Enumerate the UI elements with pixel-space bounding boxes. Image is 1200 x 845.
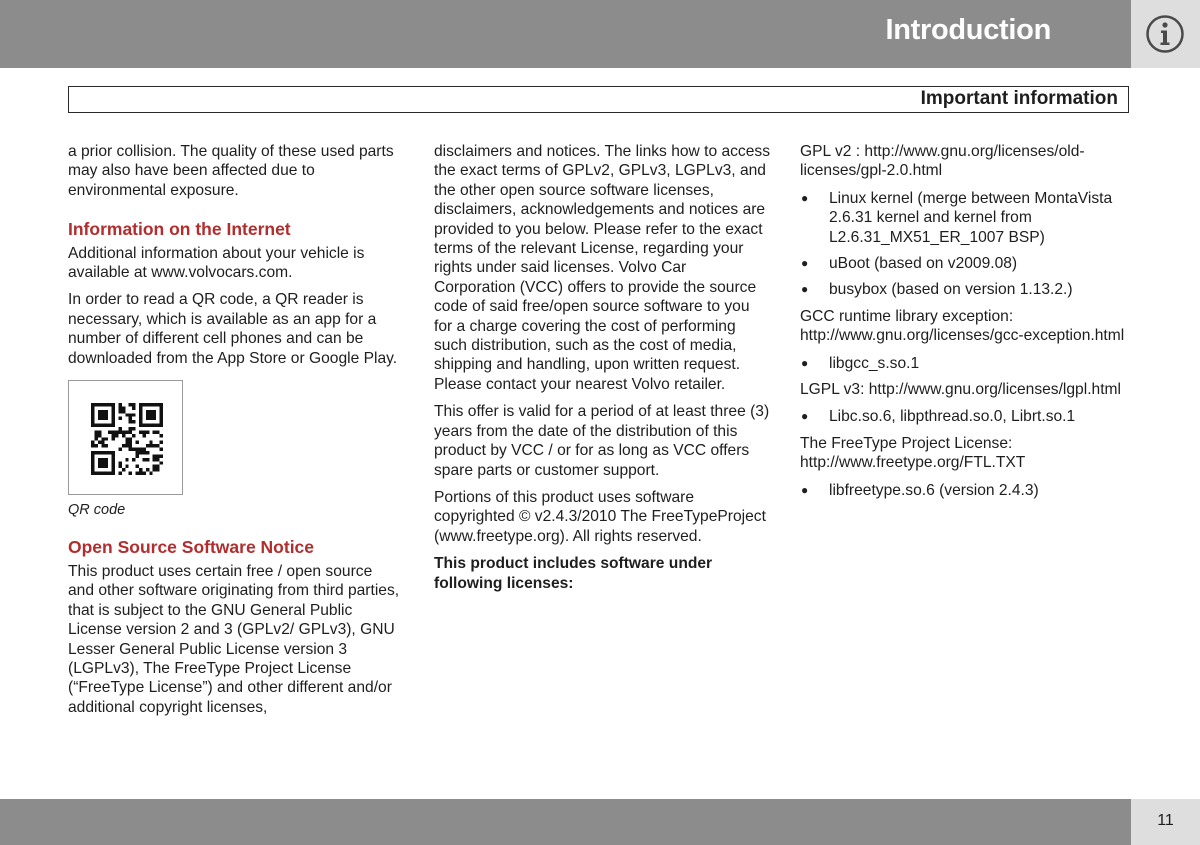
qr-module: [132, 458, 135, 461]
qr-module: [105, 472, 108, 475]
qr-module: [153, 444, 156, 447]
list-item: ● Linux kernel (merge between MontaVista 2.6.31 kernel and kernel from L2.6.31_MX51_ER_1007 BSP): [800, 189, 1130, 247]
qr-module: [112, 468, 115, 471]
qr-module: [112, 454, 115, 457]
qr-module: [139, 420, 142, 423]
qr-module: [136, 454, 139, 457]
qr-module: [125, 458, 128, 461]
qr-module: [94, 451, 97, 454]
page-number-box: [1131, 799, 1200, 845]
qr-module: [139, 424, 142, 427]
qr-module: [156, 458, 159, 461]
qr-module: [129, 403, 132, 406]
qr-module: [94, 472, 97, 475]
qr-module: [129, 420, 132, 423]
lgpl-list: [800, 407, 1130, 426]
heading-internet: Information on the Internet: [68, 219, 291, 240]
qr-module: [105, 413, 108, 416]
qr-module: [153, 413, 156, 416]
qr-module: [98, 413, 101, 416]
qr-module: [98, 417, 101, 420]
qr-module: [136, 472, 139, 475]
qr-module: [98, 451, 101, 454]
qr-module: [108, 472, 111, 475]
qr-module: [101, 472, 104, 475]
qr-module: [149, 424, 152, 427]
qr-module: [156, 444, 159, 447]
paragraph: disclaimers and notices. The links how to access the exact terms of GPLv2, GPLv3, LGPLv3, and the other open source software licenses, disclaimers, acknowledgements and notices are provided to you below. Please refer to the exact terms of the relevant License, regarding your rights under said licenses. Volvo Car Corporation (VCC) offers to provide the source code of said free/open source software to you for a charge covering the cost of performing such distribution, such as the cost of media, shipping and handling, upon written request. Please contact your nearest Volvo retailer.: [434, 143, 770, 393]
paragraph: a prior collision. The quality of these used parts may also have been affected due to environmental exposure.: [68, 143, 394, 199]
paragraph: Additional information about your vehicle is available at www.volvocars.com.: [68, 244, 365, 282]
qr-module: [91, 417, 94, 420]
qr-module: [139, 430, 142, 433]
info-icon-box: [1131, 0, 1200, 68]
qr-module: [136, 465, 139, 468]
qr-module: [112, 424, 115, 427]
qr-module: [132, 406, 135, 409]
qr-module: [98, 430, 101, 433]
gpl2-list: [800, 189, 1130, 300]
qr-module: [105, 458, 108, 461]
qr-module: [149, 403, 152, 406]
qr-module: [132, 413, 135, 416]
qr-module: [105, 465, 108, 468]
qr-module: [112, 461, 115, 464]
qr-module: [160, 461, 163, 464]
qr-module: [115, 434, 118, 437]
qr-module: [94, 403, 97, 406]
qr-module: [105, 451, 108, 454]
qr-module: [91, 468, 94, 471]
qr-module: [118, 403, 121, 406]
qr-module: [153, 430, 156, 433]
qr-module: [122, 468, 125, 471]
license-freetype: The FreeType Project License: http://www.freetype.org/FTL.TXT: [800, 434, 1026, 472]
qr-module: [101, 465, 104, 468]
qr-module: [125, 430, 128, 433]
qr-module: [156, 468, 159, 471]
qr-module: [91, 410, 94, 413]
qr-module: [101, 413, 104, 416]
qr-module: [112, 430, 115, 433]
qr-module: [91, 444, 94, 447]
licenses-intro: This product includes software under following licenses:: [434, 555, 713, 592]
qr-module: [112, 417, 115, 420]
qr-module: [149, 444, 152, 447]
paragraph: In order to read a QR code, a QR reader is necessary, which is available as an app for a number of different cell phones and can be downloaded from the App Store or Google Play.: [68, 291, 398, 367]
qr-module: [101, 403, 104, 406]
qr-module: [112, 406, 115, 409]
qr-module: [118, 448, 121, 451]
qr-module: [108, 424, 111, 427]
qr-module: [118, 410, 121, 413]
qr-module: [156, 465, 159, 468]
qr-module: [98, 434, 101, 437]
qr-module: [91, 454, 94, 457]
qr-module: [132, 427, 135, 430]
column-1: [68, 142, 400, 725]
qr-module: [112, 410, 115, 413]
qr-module: [91, 424, 94, 427]
qr-module: [98, 403, 101, 406]
qr-module: [146, 451, 149, 454]
qr-module: [149, 472, 152, 475]
license-lgpl3: LGPL v3: http://www.gnu.org/licenses/lgpl.html: [800, 381, 1121, 399]
qr-module: [142, 448, 145, 451]
qr-module: [91, 403, 94, 406]
qr-module: [146, 417, 149, 420]
qr-module: [118, 427, 121, 430]
qr-module: [105, 444, 108, 447]
qr-module: [129, 444, 132, 447]
qr-module: [112, 403, 115, 406]
qr-module: [156, 430, 159, 433]
qr-module: [101, 444, 104, 447]
qr-module: [160, 420, 163, 423]
column-2: [434, 142, 770, 601]
qr-module: [132, 448, 135, 451]
qr-module: [94, 434, 97, 437]
qr-module: [139, 472, 142, 475]
qr-module: [118, 461, 121, 464]
qr-module: [98, 410, 101, 413]
qr-module: [91, 420, 94, 423]
qr-module: [112, 458, 115, 461]
license-gpl2: GPL v2 : http://www.gnu.org/licenses/old-licenses/gpl-2.0.html: [800, 143, 1085, 180]
qr-module: [112, 434, 115, 437]
qr-module: [129, 437, 132, 440]
qr-module: [122, 434, 125, 437]
qr-module: [101, 417, 104, 420]
qr-module: [129, 430, 132, 433]
qr-module: [139, 451, 142, 454]
qr-module: [160, 448, 163, 451]
qr-module: [125, 465, 128, 468]
qr-module: [142, 403, 145, 406]
qr-module: [153, 468, 156, 471]
qr-module: [118, 417, 121, 420]
qr-code-image: [91, 403, 163, 475]
qr-module: [142, 472, 145, 475]
paragraph: This offer is valid for a period of at least three (3) years from the date of the distribution of this product by VCC / or for as long as VCC offers spare parts or customer support.: [434, 403, 770, 479]
qr-module: [132, 403, 135, 406]
qr-module: [108, 403, 111, 406]
qr-module: [98, 441, 101, 444]
list-item: ● libfreetype.so.6 (version 2.4.3): [800, 481, 1130, 500]
qr-module: [146, 444, 149, 447]
qr-module: [153, 417, 156, 420]
qr-module: [146, 430, 149, 433]
qr-module: [94, 444, 97, 447]
qr-module: [125, 444, 128, 447]
qr-module: [112, 413, 115, 416]
qr-module: [108, 430, 111, 433]
qr-module: [91, 458, 94, 461]
qr-module: [142, 430, 145, 433]
list-item: ● libgcc_s.so.1: [800, 354, 1130, 373]
qr-code-frame: [68, 380, 183, 495]
qr-module: [136, 448, 139, 451]
qr-module: [122, 444, 125, 447]
qr-module: [160, 413, 163, 416]
paragraph: This product uses certain free / open source and other software originating from third parties, that is subject to the GNU General Public License version 2 and 3 (GPLv2/ GPLv3), GNU Lesser General Public License version 3 (LGPLv3), The FreeType Project License (“FreeType License”) and other different and/or additional copyright licenses,: [68, 562, 400, 716]
qr-module: [125, 441, 128, 444]
qr-module: [160, 403, 163, 406]
qr-module: [105, 410, 108, 413]
qr-module: [160, 424, 163, 427]
qr-module: [125, 437, 128, 440]
qr-module: [118, 430, 121, 433]
qr-module: [125, 413, 128, 416]
qr-module: [146, 458, 149, 461]
qr-module: [118, 465, 121, 468]
qr-module: [94, 424, 97, 427]
qr-module: [156, 403, 159, 406]
qr-module: [149, 441, 152, 444]
qr-module: [139, 417, 142, 420]
qr-module: [132, 420, 135, 423]
qr-module: [94, 437, 97, 440]
qr-module: [136, 441, 139, 444]
section-bar: [68, 86, 1129, 113]
qr-module: [153, 465, 156, 468]
footer-bar: [0, 799, 1131, 845]
qr-module: [101, 458, 104, 461]
qr-module: [156, 454, 159, 457]
qr-module: [129, 413, 132, 416]
qr-module: [105, 461, 108, 464]
qr-module: [146, 468, 149, 471]
qr-module: [101, 424, 104, 427]
qr-module: [156, 424, 159, 427]
list-item: ● Libc.so.6, libpthread.so.0, Librt.so.1: [800, 407, 1130, 426]
qr-module: [146, 403, 149, 406]
qr-module: [139, 410, 142, 413]
qr-module: [153, 454, 156, 457]
qr-module: [153, 403, 156, 406]
qr-module: [112, 451, 115, 454]
qr-module: [129, 417, 132, 420]
qr-module: [129, 427, 132, 430]
qr-module: [142, 424, 145, 427]
info-icon: [1145, 14, 1185, 54]
qr-module: [94, 430, 97, 433]
qr-module: [91, 461, 94, 464]
qr-module: [112, 420, 115, 423]
qr-module: [139, 468, 142, 471]
qr-module: [98, 472, 101, 475]
list-item: ● uBoot (based on v2009.08): [800, 254, 1130, 273]
qr-module: [91, 465, 94, 468]
qr-module: [142, 458, 145, 461]
qr-module: [146, 424, 149, 427]
qr-module: [160, 434, 163, 437]
qr-module: [118, 472, 121, 475]
qr-module: [142, 451, 145, 454]
chapter-title: Introduction: [885, 14, 1051, 46]
qr-module: [139, 448, 142, 451]
page-number: 11: [1157, 812, 1174, 829]
qr-module: [98, 424, 101, 427]
qr-module: [160, 406, 163, 409]
qr-module: [101, 410, 104, 413]
qr-module: [139, 403, 142, 406]
gcc-list: [800, 354, 1130, 373]
qr-module: [129, 448, 132, 451]
freetype-list: [800, 481, 1130, 500]
column-3: [800, 142, 1130, 507]
qr-module: [149, 410, 152, 413]
qr-module: [160, 417, 163, 420]
qr-module: [146, 413, 149, 416]
qr-module: [105, 424, 108, 427]
header-bar: [0, 0, 1131, 68]
qr-module: [118, 406, 121, 409]
qr-module: [142, 434, 145, 437]
qr-module: [91, 413, 94, 416]
qr-module: [105, 417, 108, 420]
qr-module: [153, 458, 156, 461]
qr-module: [98, 461, 101, 464]
qr-module: [149, 417, 152, 420]
list-item: ● busybox (based on version 1.13.2.): [800, 280, 1130, 299]
qr-module: [122, 406, 125, 409]
qr-module: [153, 410, 156, 413]
qr-module: [108, 451, 111, 454]
qr-module: [101, 437, 104, 440]
qr-module: [91, 451, 94, 454]
qr-module: [98, 465, 101, 468]
qr-module: [115, 430, 118, 433]
heading-open-source: Open Source Software Notice: [68, 537, 315, 558]
qr-module: [112, 472, 115, 475]
qr-module: [139, 413, 142, 416]
qr-module: [160, 441, 163, 444]
qr-module: [132, 434, 135, 437]
qr-module: [98, 458, 101, 461]
qr-module: [153, 424, 156, 427]
qr-module: [91, 406, 94, 409]
qr-module: [122, 430, 125, 433]
qr-module: [91, 472, 94, 475]
paragraph: Portions of this product uses software copyrighted © v2.4.3/2010 The FreeTypeProject (www.freetype.org). All rights reserved.: [434, 488, 766, 545]
qr-module: [112, 437, 115, 440]
qr-module: [129, 441, 132, 444]
qr-module: [149, 413, 152, 416]
qr-module: [112, 465, 115, 468]
qr-module: [139, 406, 142, 409]
qr-module: [101, 461, 104, 464]
section-title: Important information: [920, 88, 1118, 109]
qr-module: [129, 472, 132, 475]
qr-module: [105, 437, 108, 440]
qr-module: [136, 451, 139, 454]
qr-module: [91, 441, 94, 444]
license-gcc: GCC runtime library exception: http://www.gnu.org/licenses/gcc-exception.html: [800, 307, 1125, 345]
qr-module: [122, 410, 125, 413]
qr-caption: QR code: [68, 502, 126, 519]
qr-module: [101, 451, 104, 454]
qr-module: [105, 403, 108, 406]
qr-module: [160, 454, 163, 457]
qr-module: [160, 410, 163, 413]
qr-module: [146, 410, 149, 413]
qr-module: [101, 441, 104, 444]
